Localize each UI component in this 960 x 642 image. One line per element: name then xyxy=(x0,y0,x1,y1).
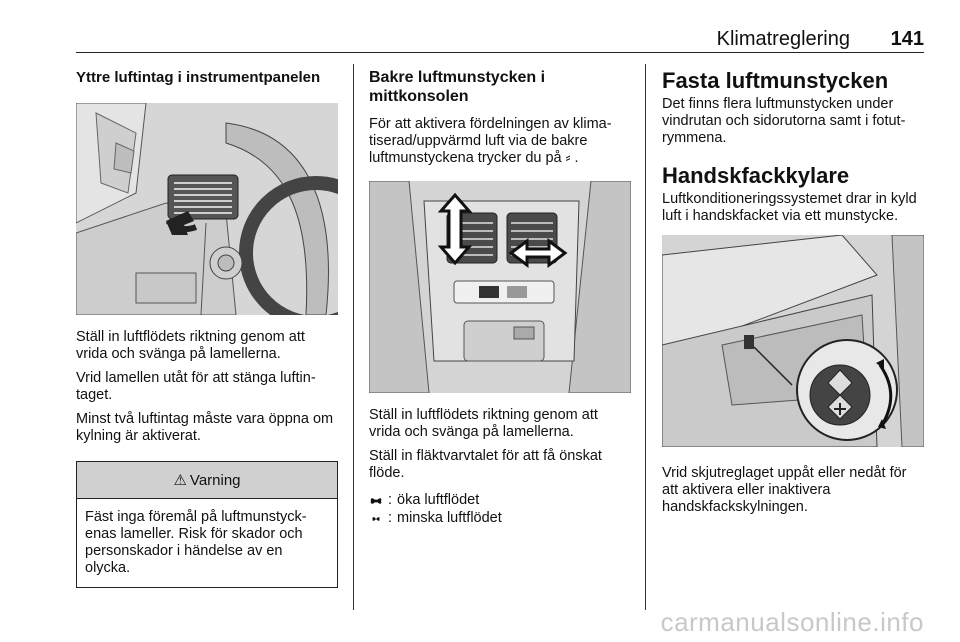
header-rule xyxy=(76,52,924,53)
col3-paragraph-3: Vrid skjutreglaget uppåt eller nedåt för att aktivera eller inaktivera handskfackskylningen. xyxy=(662,465,907,515)
col3-paragraph-2: Luftkonditioneringssystemet drar in kyld luft i handskfacket via ett munstycke. xyxy=(662,191,917,224)
legend-colon: : xyxy=(387,510,393,526)
section-heading-glovebox-cooler: Handskfackkylare xyxy=(662,163,850,188)
col3-paragraph-1: Det finns flera luftmunstycken under vindrutan och sidorutorna samt i fotutrymmena. xyxy=(662,96,906,146)
watermark-text: carmanualsonline.info xyxy=(660,607,924,637)
section-heading-fixed-vents: Fasta luftmunstycken xyxy=(662,68,889,93)
fan-large-icon xyxy=(369,495,383,507)
section-heading-outer-vents: Yttre luftintag i instrumentpanelen xyxy=(76,69,321,86)
col2-paragraph-1: Ställ in luftflödets riktning genom att vrida och svänga på lamellerna. xyxy=(369,407,598,440)
warning-text: Fäst inga föremål på luftmunstyckenas lameller. Risk för skador och personskador i händelse av en olycka. xyxy=(85,509,307,576)
legend-label-decrease: minska luftflödet xyxy=(397,510,502,526)
col2-intro-text: För att aktivera fördelningen av klimatiserad/uppvärmd luft via de bakre luftmunstyckena trycker du på xyxy=(369,116,612,166)
legend-item-decrease xyxy=(369,510,631,527)
col2-paragraph-2: Ställ in fläktvarvtalet för att få önskat flöde. xyxy=(369,448,602,481)
column-divider-2 xyxy=(645,64,646,610)
illustration-dashboard-vent xyxy=(76,103,338,315)
figure-rear-console xyxy=(369,181,631,393)
warning-header xyxy=(77,462,337,499)
col1-paragraph-3: Minst två luftintag måste vara öppna om kylning är aktiverat. xyxy=(76,411,334,444)
fan-small-icon xyxy=(369,515,383,523)
illustration-glovebox xyxy=(662,235,924,447)
column-2 xyxy=(369,68,631,528)
legend-colon: : xyxy=(387,492,393,508)
rear-vent-button-symbol: ⸗ . xyxy=(565,150,579,166)
column-divider-1 xyxy=(353,64,354,610)
figure-glovebox xyxy=(662,235,924,447)
section-heading-rear-vents: Bakre luftmunstycken i mittkonsolen xyxy=(369,69,546,105)
illustration-rear-console xyxy=(369,181,631,393)
col2-intro xyxy=(369,116,631,167)
warning-box xyxy=(76,461,338,588)
warning-title: Varning xyxy=(189,471,241,489)
legend-item-increase xyxy=(369,492,631,509)
col1-paragraph-2: Vrid lamellen utåt för att stänga luftintaget. xyxy=(76,370,316,403)
column-3 xyxy=(662,68,924,523)
page-number: 141 xyxy=(890,28,924,50)
column-1 xyxy=(76,68,338,588)
figure-dashboard-vent xyxy=(76,103,338,315)
legend-label-increase: öka luftflödet xyxy=(397,492,480,508)
running-header-title: Klimatreglering xyxy=(716,28,850,50)
col1-paragraph-1: Ställ in luftflödets riktning genom att vrida och svänga på lamellerna. xyxy=(76,329,305,362)
warning-icon: ⚠ xyxy=(173,471,187,489)
